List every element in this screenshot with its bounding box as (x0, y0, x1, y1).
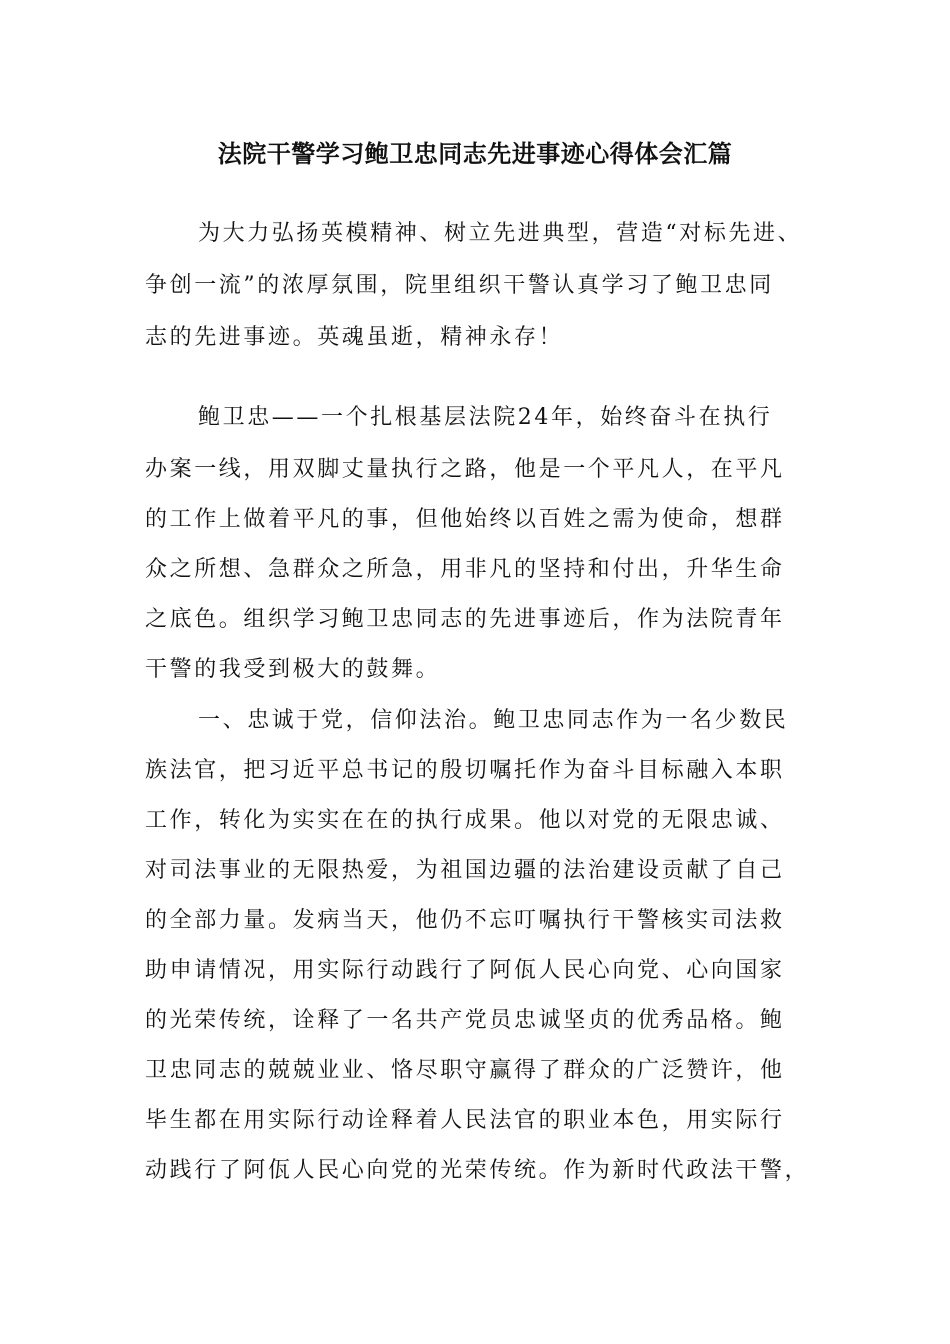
paragraph-line: 的全部力量。发病当天，他仍不忘叮嘱执行干警核实司法救 (145, 908, 785, 933)
paragraph-line: 卫忠同志的兢兢业业、恪尽职守赢得了群众的广泛赞许，他 (145, 1058, 785, 1083)
document-title: 法院干警学习鲍卫忠同志先进事迹心得体会汇篇 (217, 140, 733, 168)
paragraph-line: 对司法事业的无限热爱，为祖国边疆的法治建设贡献了自己 (145, 858, 785, 883)
paragraph-line: 族法官，把习近平总书记的殷切嘱托作为奋斗目标融入本职 (145, 758, 785, 783)
paragraph-line: 一、忠诚于党，信仰法治。鲍卫忠同志作为一名少数民 (198, 708, 789, 733)
paragraph-line: 为大力弘扬英模精神、树立先进典型，营造“对标先进、 (198, 221, 803, 246)
paragraph-line: 之底色。组织学习鲍卫忠同志的先进事迹后，作为法院青年 (145, 607, 785, 632)
paragraph-line: 鲍卫忠——一个扎根基层法院24年，始终奋斗在执行 (198, 405, 773, 430)
paragraph-line: 助申请情况，用实际行动践行了阿佤人民心向党、心向国家 (145, 958, 785, 983)
paragraph-line: 争创一流”的浓厚氛围，院里组织干警认真学习了鲍卫忠同 (145, 273, 774, 298)
paragraph-line: 动践行了阿佤人民心向党的光荣传统。作为新时代政法干警， (145, 1158, 810, 1183)
paragraph-line: 的光荣传统，诠释了一名共产党员忠诚坚贞的优秀品格。鲍 (145, 1008, 785, 1033)
paragraph-line: 办案一线，用双脚丈量执行之路，他是一个平凡人，在平凡 (145, 457, 785, 482)
paragraph-line: 众之所想、急群众之所急，用非凡的坚持和付出，升华生命 (145, 557, 785, 582)
paragraph-line: 工作，转化为实实在在的执行成果。他以对党的无限忠诚、 (145, 808, 785, 833)
paragraph-line: 干警的我受到极大的鼓舞。 (145, 657, 441, 682)
paragraph-line: 毕生都在用实际行动诠释着人民法官的职业本色，用实际行 (145, 1108, 785, 1133)
paragraph-line: 志的先进事迹。英魂虽逝，精神永存！ (145, 325, 564, 350)
paragraph-line: 的工作上做着平凡的事，但他始终以百姓之需为使命，想群 (145, 507, 785, 532)
